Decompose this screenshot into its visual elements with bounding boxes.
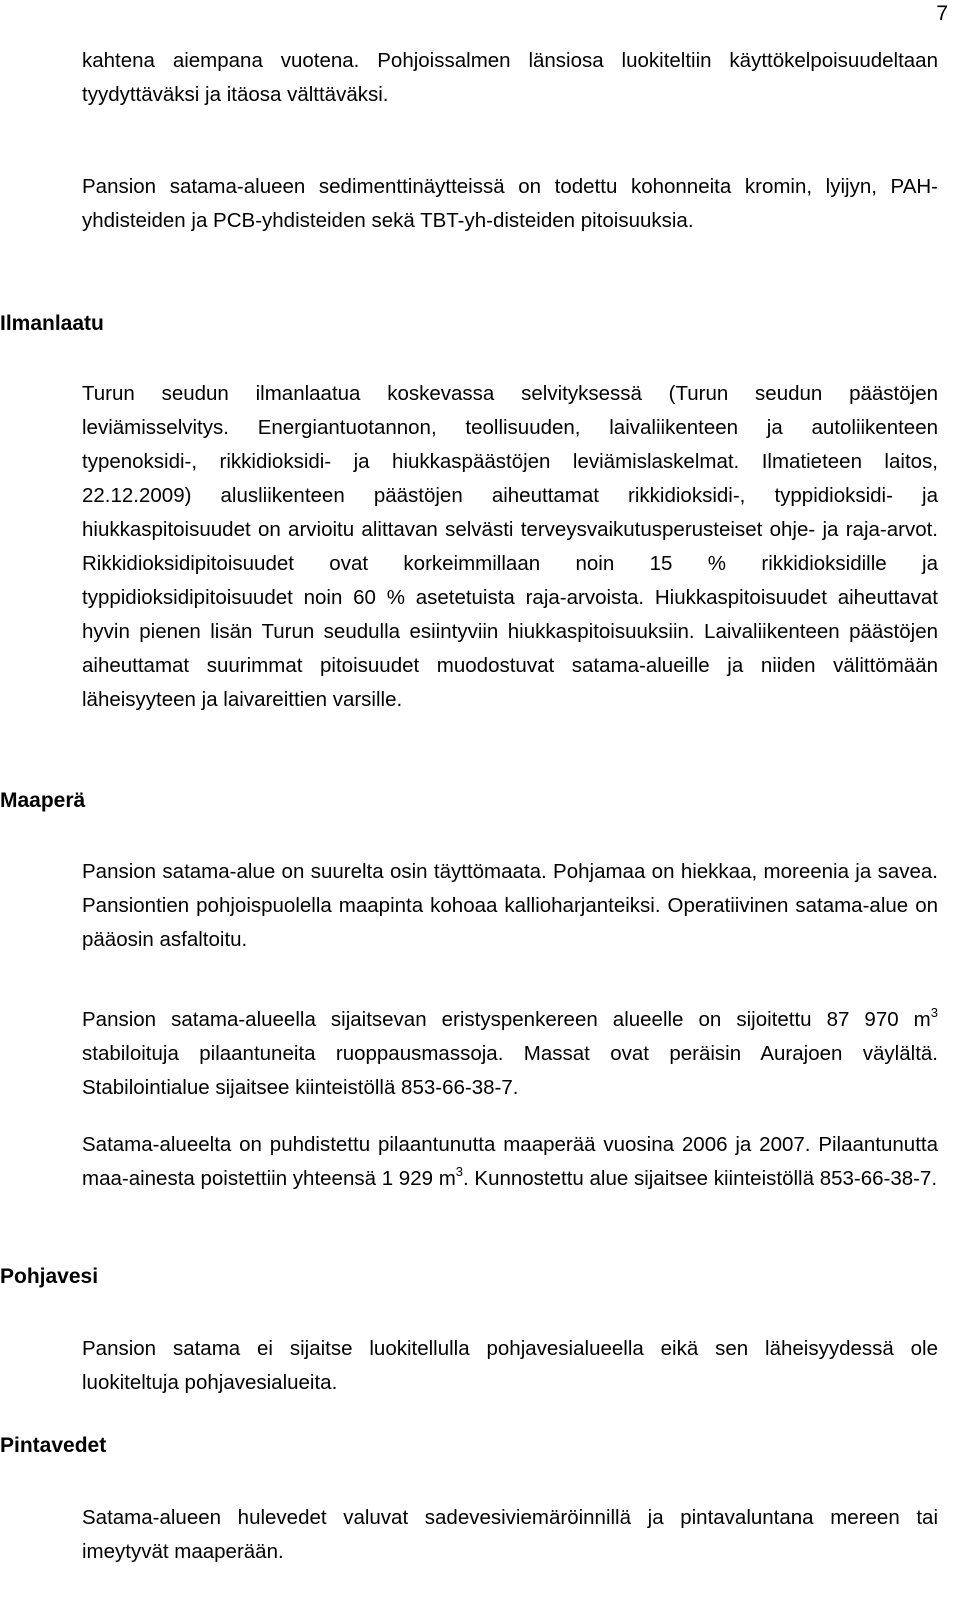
text-soil-remediation-start: Satama-alueelta on puhdistettu pilaantunutta maaperää vuosina 2006 ja 2007. Pilaantunutta maa-ainesta poistettiin yhteensä 1 929 m bbox=[82, 1133, 938, 1190]
superscript-cubic: 3 bbox=[930, 1005, 938, 1020]
superscript-cubic: 3 bbox=[455, 1164, 464, 1179]
text-soil-remediation-end: . Kunnostettu alue sijaitsee kiinteistöllä 853-66-38-7. bbox=[463, 1167, 938, 1190]
paragraph-sediment: Pansion satama-alueen sedimenttinäytteissä on todettu kohonneita kromin, lyijyn, PAH-yhdisteiden ja PCB-yhdisteiden sekä TBT-yh-disteiden pitoisuuksia. bbox=[82, 175, 938, 232]
heading-maapera: Maaperä bbox=[0, 789, 86, 812]
heading-ilmanlaatu: Ilmanlaatu bbox=[0, 312, 104, 335]
paragraph-groundwater: Pansion satama ei sijaitse luokitellulla pohjavesialueella eikä sen läheisyydessä ole luokiteltuja pohjavesialueita. bbox=[82, 1337, 938, 1394]
paragraph-soil-composition: Pansion satama-alue on suurelta osin täyttömaata. Pohjamaa on hiekkaa, moreenia ja savea. Pansiontien pohjoispuolella maapinta kohoaa kallioharjanteiksi. Operatiivinen satama-alue on pääosin asfaltoitu. bbox=[82, 860, 938, 951]
page-number: 7 bbox=[936, 2, 948, 25]
paragraph-soil-remediation bbox=[82, 1128, 938, 1196]
paragraph-stormwater: Satama-alueen hulevedet valuvat sadevesiviemäröinnillä ja pintavaluntana mereen tai imeytyvät maaperään. bbox=[82, 1506, 938, 1563]
paragraph-air-quality: Turun seudun ilmanlaatua koskevassa selvityksessä (Turun seudun päästöjen leviämisselvitys. Energiantuotannon, teollisuuden, laivaliikenteen ja autoliikenteen typenoksidi-, rikkidioksidi- ja hiukkaspäästöjen leviämislaskelmat. Ilmatieteen laitos, 22.12.2009) alusliikenteen päästöjen aiheuttamat rikkidioksidi-, typpidioksidi- ja hiukkaspitoisuudet on arvioitu alittavan selvästi terveysvaikutusperusteiset ohje- ja raja-arvot. Rikkidioksidipitoisuudet ovat korkeimmillaan noin 15 % rikkidioksidille ja typpidioksidipitoisuudet noin 60 % asetetuista raja-arvoista. Hiukkaspitoisuudet aiheuttavat hyvin pienen lisän Turun seudulla esiintyviin hiukkaspitoisuuksiin. Laivaliikenteen päästöjen aiheuttamat suurimmat pitoisuudet muodostuvat satama-alueille ja niiden välittömään läheisyyteen ja laivareittien varsille. bbox=[82, 382, 938, 711]
paragraph-dredged-masses bbox=[82, 1003, 938, 1105]
text-dredged-masses-end: stabiloituja pilaantuneita ruoppausmassoja. Massat ovat peräisin Aurajoen väylältä. Stabilointialue sijaitsee kiinteistöllä 853-66-38-7. bbox=[82, 1042, 938, 1099]
heading-pintavedet: Pintavedet bbox=[0, 1434, 107, 1457]
heading-pohjavesi: Pohjavesi bbox=[0, 1265, 99, 1288]
text-dredged-masses-start: Pansion satama-alueella sijaitsevan eristyspenkereen alueelle on sijoitettu 87 970 m bbox=[82, 1008, 931, 1031]
paragraph-surface-water-quality: kahtena aiempana vuotena. Pohjoissalmen länsiosa luokiteltiin käyttökelpoisuudeltaan tyydyttäväksi ja itäosa välttäväksi. bbox=[82, 49, 938, 106]
